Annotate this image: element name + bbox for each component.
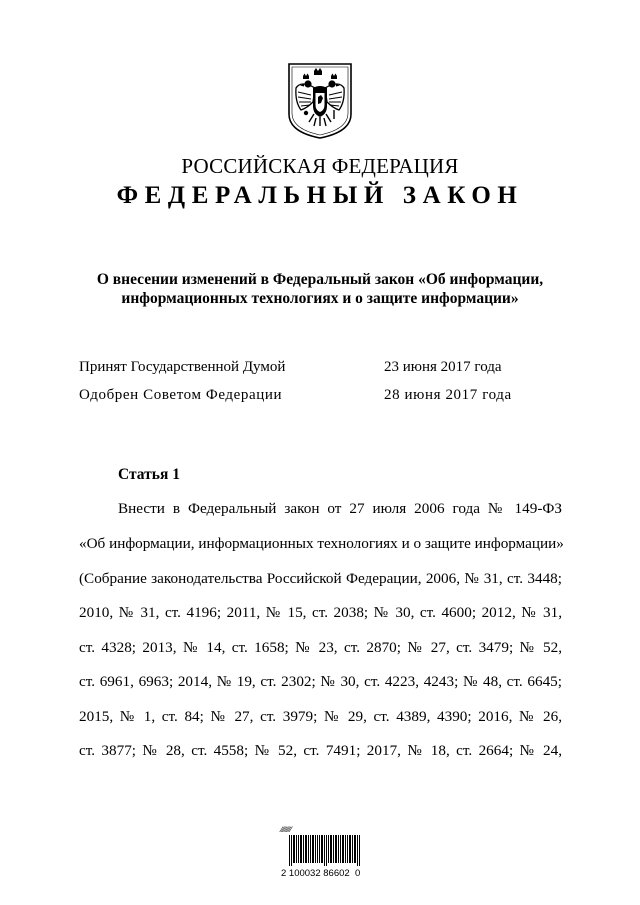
- law-subject-line: информационных технологиях и о защите информации»: [121, 290, 519, 307]
- duma-adoption-date: 23 июня 2017 года: [384, 359, 502, 375]
- document-type-title: ФЕДЕРАЛЬНЫЙ ЗАКОН: [116, 182, 524, 209]
- law-subject-title: [80, 270, 560, 308]
- coat-of-arms-icon: [287, 62, 353, 140]
- article-text-line: ст. 3877; № 28, ст. 4558; № 52, ст. 7491; 2017, № 18, ст. 2664; № 24,: [79, 742, 562, 759]
- barcode-icon: [289, 835, 361, 866]
- barcode-caption: ∕∕∕∕∕∕∕∕: [281, 825, 292, 834]
- duma-adoption-label: Принят Государственной Думой: [79, 359, 286, 375]
- law-subject-line: О внесении изменений в Федеральный закон «Об информации,: [96, 271, 544, 288]
- country-heading: РОССИЙСКАЯ ФЕДЕРАЦИЯ: [181, 154, 459, 178]
- article-text-line: Внести в Федеральный закон от 27 июля 2006 года № 149-ФЗ: [118, 500, 562, 517]
- article-heading: Статья 1: [118, 466, 180, 483]
- article-text-line: 2010, № 31, ст. 4196; 2011, № 15, ст. 2038; № 30, ст. 4600; 2012, № 31,: [79, 604, 562, 621]
- article-text-line: 2015, № 1, ст. 84; № 27, ст. 3979; № 29, ст. 4389, 4390; 2016, № 26,: [79, 708, 562, 725]
- article-text-line: ст. 6961, 6963; 2014, № 19, ст. 2302; № 30, ст. 4223, 4243; № 48, ст. 6645;: [79, 673, 562, 690]
- council-approval-date: 28 июня 2017 года: [384, 387, 512, 403]
- article-text-line: (Собрание законодательства Российской Федерации, 2006, № 31, ст. 3448;: [79, 570, 562, 587]
- council-approval-label: Одобрен Советом Федерации: [79, 387, 283, 403]
- barcode-number: 2 100032 86602 0: [281, 868, 361, 879]
- article-text-line: «Об информации, информационных технологиях и о защите информации»: [79, 535, 564, 552]
- article-text-line: ст. 4328; 2013, № 14, ст. 1658; № 23, ст. 2870; № 27, ст. 3479; № 52,: [79, 639, 562, 656]
- barcode: [281, 826, 359, 882]
